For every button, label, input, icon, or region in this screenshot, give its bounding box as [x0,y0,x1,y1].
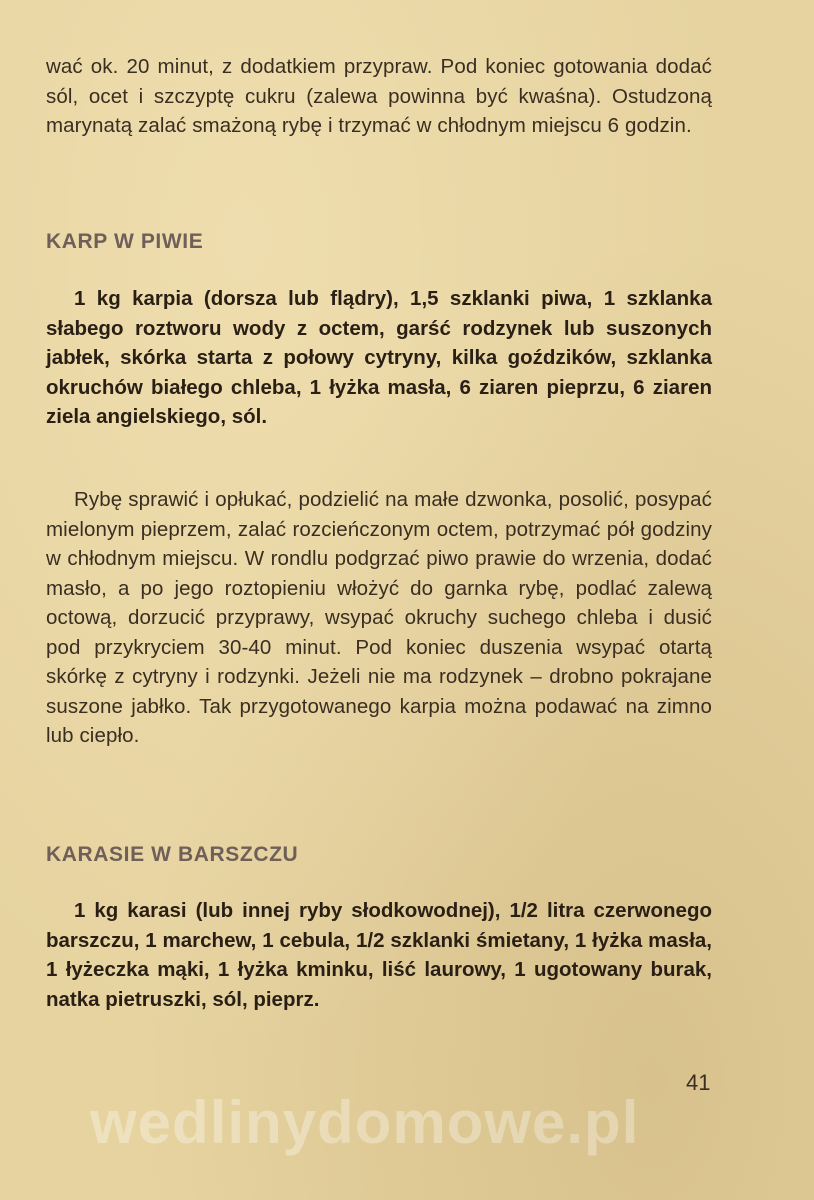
page-number: 41 [686,1070,711,1095]
watermark: wedlinydomowe.pl [90,1089,640,1156]
recipe-title-karp-w-piwie: KARP W PIWIE [46,230,204,253]
recipe-instructions-karp-w-piwie: Rybę sprawić i opłukać, podzielić na małe dzwonka, posolić, posypać mielonym pieprzem, zalać rozcieńczonym octem, potrzymać pół godziny w chłodnym miejscu. W rondlu podgrzać piwo prawie do wrzenia, dodać masło, a po jego roztopieniu włożyć do garnka rybę, podlać zalewą octową, dorzucić przyprawy, wsypać okruchy suchego chleba i dusić pod przykryciem 30-40 minut. Pod koniec duszenia wsypać otartą skórkę z cytryny i rodzynki. Jeżeli nie ma rodzynek – drobno pokrajane suszone jabłko. Tak przygotowanego karpia można podawać na zimno lub ciepło. [46,488,712,747]
recipe-ingredients-karasie-w-barszczu: 1 kg karasi (lub innej ryby słodkowodnej), 1/2 litra czerwonego barszczu, 1 marchew, 1 cebula, 1/2 szklanki śmietany, 1 łyżka masła, 1 łyżeczka mąki, 1 łyżka kminku, liść laurowy, 1 ugotowany burak, natka pietruszki, sól, pieprz. [46,899,712,1011]
recipe-title-karasie-w-barszczu: KARASIE W BARSZCZU [46,843,299,866]
intro-paragraph: wać ok. 20 minut, z dodatkiem przypraw. Pod koniec gotowania dodać sól, ocet i szczyptę cukru (zalewa powinna być kwaśna). Ostudzoną marynatą zalać smażoną rybę i trzymać w chłodnym miejscu 6 godzin. [46,55,712,137]
recipe-ingredients-karp-w-piwie: 1 kg karpia (dorsza lub flądry), 1,5 szklanki piwa, 1 szklanka słabego roztworu wody z octem, garść rodzynek lub suszonych jabłek, skórka starta z połowy cytryny, kilka goździków, szklanka okruchów białego chleba, 1 łyżka masła, 6 ziaren pieprzu, 6 ziaren ziela angielskiego, sól. [46,287,712,428]
